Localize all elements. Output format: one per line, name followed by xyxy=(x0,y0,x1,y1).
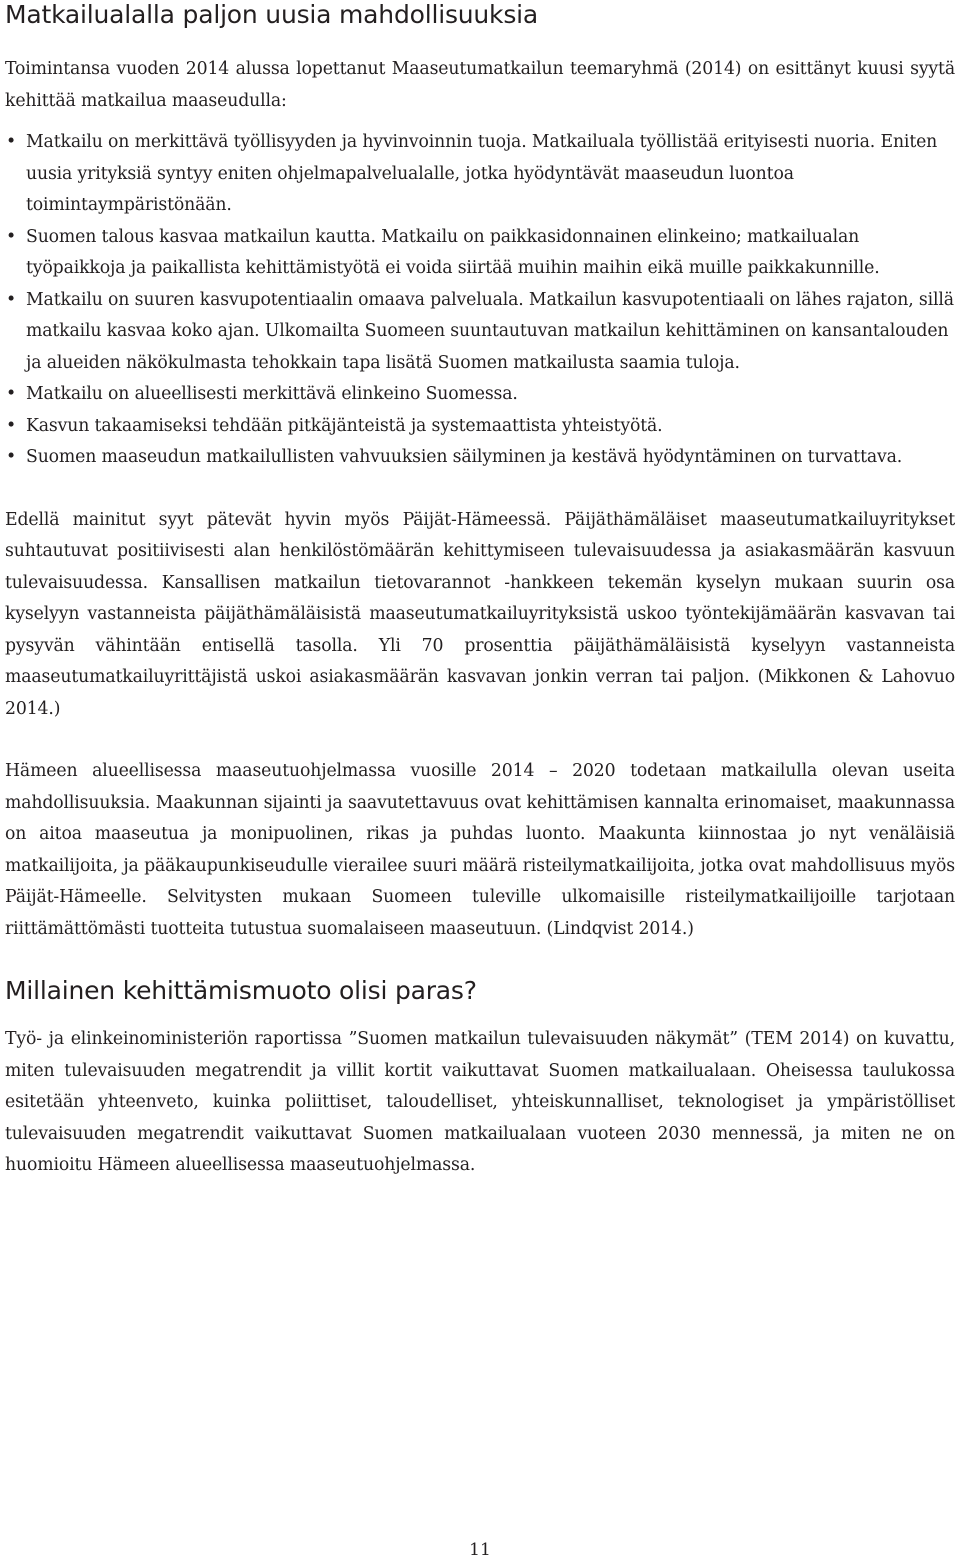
list-item xyxy=(5,127,955,222)
bullet-icon: • xyxy=(6,447,17,467)
list-item-text: Suomen talous kasvaa matkailun kautta. Matkailu on paikkasidonnainen elinkeino; matkailualan työpaikkoja ja paikallista kehittämistyötä ei voida siirtää muihin maihin eikä muille paikkakunnille. xyxy=(26,226,880,278)
list-item-text: Matkailu on merkittävä työllisyyden ja hyvinvoinnin tuoja. Matkailuala työllistää erityisesti nuoria. Eniten uusia yrityksiä syntyy eniten ohjelmapalvelualalle, jotka hyödyntävät maaseudun luontoa toimintaympäristönään. xyxy=(26,132,938,215)
bullet-icon: • xyxy=(6,289,17,310)
list-item-text: Suomen maaseudun matkailullisten vahvuuksien säilyminen ja kestävä hyödyntäminen on turvattava. xyxy=(26,447,903,467)
list-item xyxy=(5,442,955,474)
document-page xyxy=(5,0,955,1182)
list-item-text: Matkailu on suuren kasvupotentiaalin omaava palveluala. Matkailun kasvupotentiaali on lähes rajaton, sillä matkailu kasvaa koko ajan. Ulkomailta Suomeen suuntautuvan matkailun kehittäminen on kansantalouden ja alueiden näkökulmasta tehokkain tapa lisätä Suomen matkailusta saamia tuloja. xyxy=(26,289,954,373)
reasons-list xyxy=(5,127,955,474)
list-item xyxy=(5,285,955,380)
page-number: 11 xyxy=(469,1540,491,1560)
list-item xyxy=(5,222,955,285)
bullet-icon: • xyxy=(6,415,17,436)
bullet-icon: • xyxy=(6,384,17,404)
list-item xyxy=(5,379,955,411)
section-heading-wrapper xyxy=(5,976,955,1006)
bullet-icon: • xyxy=(6,132,17,152)
main-heading: Matkailualalla paljon uusia mahdollisuuksia xyxy=(5,0,539,29)
list-item-text: Matkailu on alueellisesti merkittävä elinkeino Suomessa. xyxy=(26,384,518,404)
section-heading: Millainen kehittämismuoto olisi paras? xyxy=(5,976,477,1005)
list-item-text: Kasvun takaamiseksi tehdään pitkäjänteistä ja systemaattista yhteistyötä. xyxy=(26,415,663,436)
rural-programme-paragraph: Hämeen alueellisessa maaseutuohjelmassa vuosille 2014 – 2020 todetaan matkailulla olevan useita mahdollisuuksia. Maakunnan sijainti ja saavutettavuus ovat kehittämisen kannalta erinomaiset, maakunnassa on aitoa maaseutua ja monipuolinen, rikas ja puhdas luonto. Maakunta kiinnostaa jo nyt venäläisiä matkailijoita, ja pääkaupunkiseudulle vierailee suuri määrä risteilymatkailijoita, jotka ovat mahdollisuus myös Päijät-Hämeelle. Selvitysten mukaan Suomeen tuleville ulkomaisille risteilymatkailijoille tarjotaan riittämättömästi tuotteita tutustua suomalaiseen maaseutuun. (Lindqvist 2014.) xyxy=(5,761,955,939)
paijat-hame-paragraph: Edellä mainitut syyt pätevät hyvin myös Päijät-Hämeessä. Päijäthämäläiset maaseutumatkailuyritykset suhtautuvat positiivisesti alan henkilöstömäärän kehittymiseen tulevaisuudessa ja asiakasmäärän kasvuun tulevaisuudessa. Kansallisen matkailun tietovarannot -hankkeen tekemän kyselyn mukaan suurin osa kyselyyn vastanneista päijäthämäläisistä maaseutumatkailuyrityksistä uskoo työntekijämäärän kasvavan tai pysyvän vähintään entisellä tasolla. Yli 70 prosenttia päijäthämäläisistä kyselyyn vastanneista maaseutumatkailuyrittäjistä uskoi asiakasmäärän kasvavan jonkin verran tai paljon. (Mikkonen & Lahovuo 2014.) xyxy=(5,509,955,719)
tem-report-paragraph: Työ- ja elinkeinoministeriön raportissa ”Suomen matkailun tulevaisuuden näkymät” (TEM 2014) on kuvattu, miten tulevaisuuden megatrendit ja villit kortit vaikuttavat Suomen matkailualaan. Oheisessa taulukossa esitetään yhteenveto, kuinka poliittiset, taloudelliset, yhteiskunnalliset, teknologiset ja ympäristölliset tulevaisuuden megatrendit vaikuttavat Suomen matkailualaan vuoteen 2030 mennessä, ja miten ne on huomioitu Hämeen alueellisessa maaseutuohjelmassa. xyxy=(5,1029,955,1175)
intro-paragraph: Toimintansa vuoden 2014 alussa lopettanut Maaseutumatkailun teemaryhmä (2014) on esittänyt kuusi syytä kehittää matkailua maaseudulla: xyxy=(5,59,955,111)
list-item xyxy=(5,411,955,443)
bullet-icon: • xyxy=(6,226,17,247)
